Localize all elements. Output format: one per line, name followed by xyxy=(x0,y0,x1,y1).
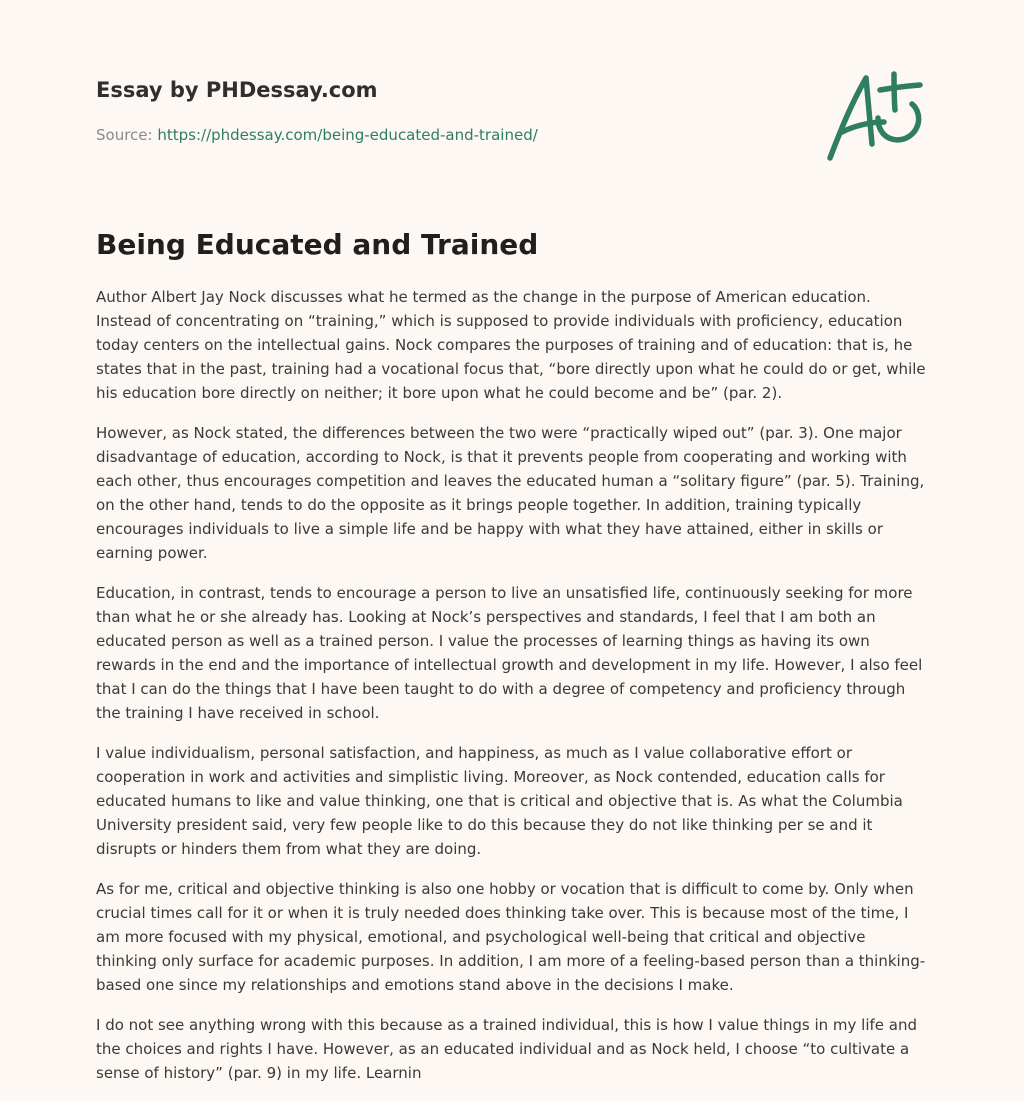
site-title: Essay by PHDessay.com xyxy=(96,78,378,102)
essay-body xyxy=(96,285,928,1101)
source-label: Source: xyxy=(96,126,153,144)
essay-paragraph: As for me, critical and objective thinking is also one hobby or vocation that is difficult to come by. Only when crucial times call for it or when it is truly needed does thinking take over. This is because most of the time, I am more focused with my physical, emotional, and psychological well-being that critical and objective thinking only surface for academic purposes. In addition, I am more of a feeling-based person than a thinking-based one since my relationships and emotions stand above in the decisions I make. xyxy=(96,880,926,994)
essay-paragraph: However, as Nock stated, the differences between the two were “practically wiped out” (par. 3). One major disadvantage of education, according to Nock, is that it prevents people from cooperating and working with each other, thus encourages competition and leaves the educated human a “solitary figure” (par. 5). Training, on the other hand, tends to do the opposite as it brings people together. In addition, training typically encourages individuals to live a simple life and be happy with what they have attained, either in skills or earning power. xyxy=(96,424,925,562)
essay-paragraph: Author Albert Jay Nock discusses what he termed as the change in the purpose of American education. Instead of concentrating on “training,” which is supposed to provide individuals with proficiency, education today centers on the intellectual gains. Nock compares the purposes of training and of education: that is, he states that in the past, training had a vocational focus that, “bore directly upon what he could do or get, while his education bore directly on neither; it bore upon what he could become and be” (par. 2). xyxy=(96,288,926,402)
site-header xyxy=(96,76,696,145)
essay-title: Being Educated and Trained xyxy=(96,228,539,261)
essay-paragraph: Education, in contrast, tends to encourage a person to live an unsatisfied life, continuously seeking for more than what he or she already has. Looking at Nock’s perspectives and standards, I feel that I am both an educated person as well as a trained person. I value the processes of learning things as having its own rewards in the end and the importance of intellectual growth and development in my life. However, I also feel that I can do the things that I have been taught to do with a degree of competency and proficiency through the training I have received in school. xyxy=(96,584,923,722)
essay-paragraph: I do not see anything wrong with this because as a trained individual, this is how I value things in my life and the choices and rights I have. However, as an educated individual and as Nock held, I choose “to cultivate a sense of history” (par. 9) in my life. Learnin xyxy=(96,1016,918,1082)
a-plus-logo-icon xyxy=(822,66,930,166)
source-line xyxy=(96,125,696,145)
source-link[interactable]: https://phdessay.com/being-educated-and-trained/ xyxy=(157,126,538,144)
essay-paragraph: I value individualism, personal satisfaction, and happiness, as much as I value collaborative effort or cooperation in work and activities and simplistic living. Moreover, as Nock contended, education calls for educated humans to like and value thinking, one that is critical and objective that is. As what the Columbia University president said, very few people like to do this because they do not like thinking per se and it disrupts or hinders them from what they are doing. xyxy=(96,744,903,858)
